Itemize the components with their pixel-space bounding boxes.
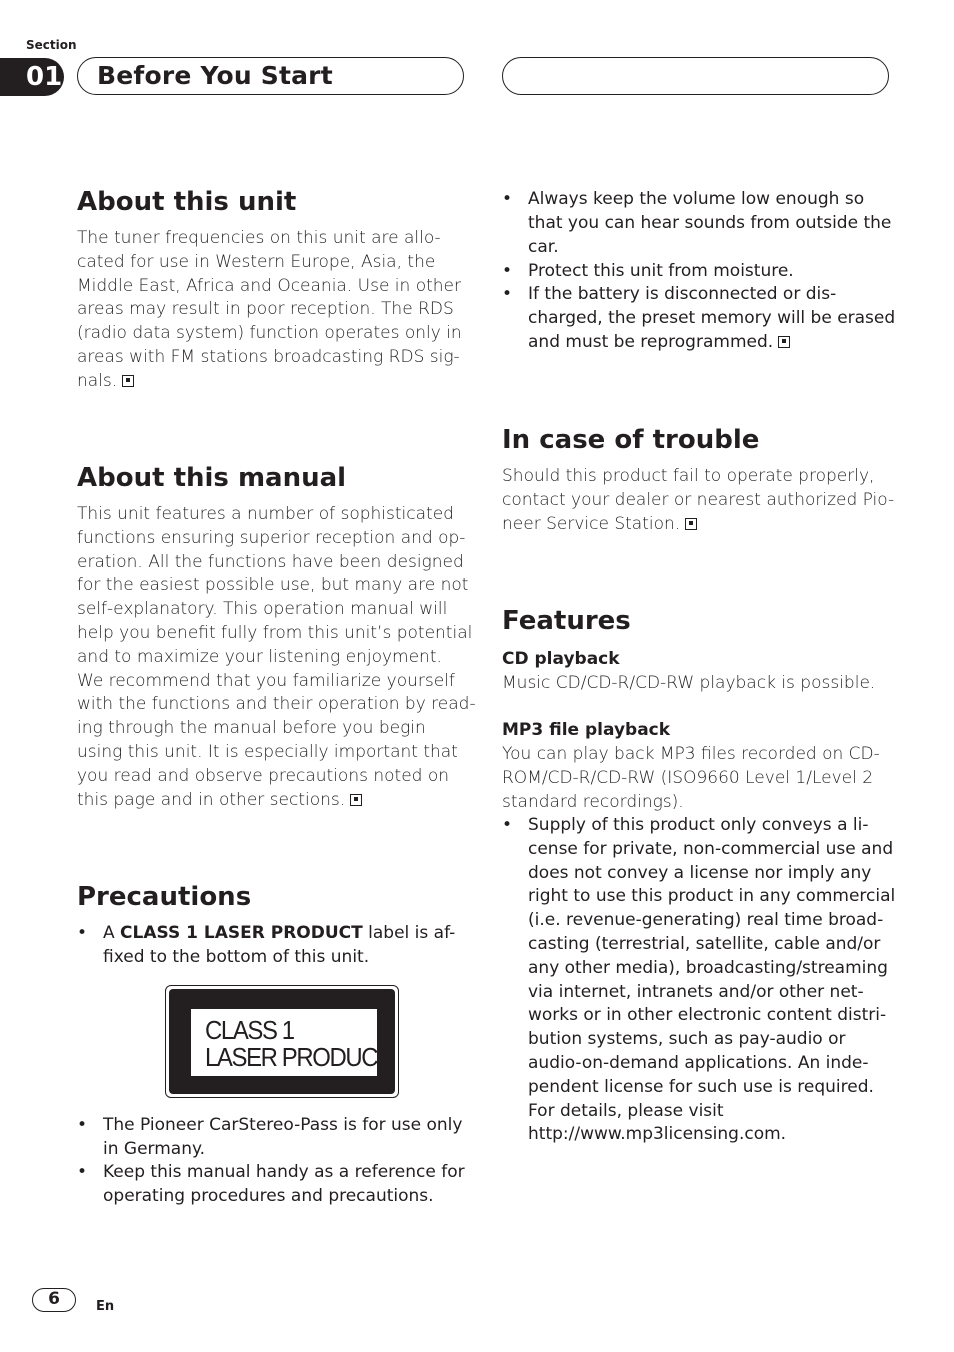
text-line: areas with FM stations broadcasting RDS sig-: [77, 346, 460, 367]
text-line: charged, the preset memory will be erased: [528, 307, 896, 328]
text-line: car.: [528, 236, 559, 257]
laser-label-text: [205, 1017, 390, 1071]
text-line: audio-on-demand applications. An inde-: [528, 1052, 869, 1073]
text-line: Always keep the volume low enough so: [528, 189, 865, 209]
text-line: cated for use in Western Europe, Asia, the: [77, 251, 436, 272]
text-line: bution systems, such as pay-audio or: [528, 1029, 846, 1050]
bullet-text: [103, 922, 455, 970]
text-line: [77, 370, 462, 394]
text-line: You can play back MP3 files recorded on CD-: [502, 744, 880, 764]
about-unit-text: [77, 227, 462, 394]
trouble-text: [502, 465, 894, 536]
text-segment: A: [103, 923, 121, 943]
bullet-dot: •: [502, 284, 513, 304]
bullet-dot: •: [77, 1115, 88, 1135]
text-line: [77, 789, 476, 813]
about-manual-heading: About this manual: [77, 463, 347, 493]
about-manual-text: [77, 503, 476, 812]
mp3licensing-link: http://www.mp3licensing.com.: [528, 1124, 787, 1145]
text-line: any other media), broadcasting/streaming: [528, 957, 888, 978]
cd-playback-heading: CD playback: [502, 649, 620, 669]
text-line: [103, 922, 455, 946]
section-title: Before You Start: [97, 61, 333, 90]
laser-label-line: CLASS 1: [205, 1015, 294, 1045]
end-mark-icon: [778, 336, 790, 348]
text-line: contact your dealer or nearest authorized Pio-: [502, 489, 895, 510]
mp3-playback-heading: MP3 file playback: [502, 720, 671, 740]
text-line: standard recordings).: [502, 791, 684, 812]
header-empty-box: [502, 57, 889, 95]
text-line: Supply of this product only conveys a li-: [528, 815, 869, 835]
text-line: help you benefit fully from this unit’s potential: [77, 622, 473, 643]
bullet-text: [528, 814, 895, 1147]
text-line: and to maximize your listening enjoyment.: [77, 646, 442, 667]
bullet-dot: •: [77, 1162, 88, 1182]
bullet-dot: •: [502, 189, 513, 209]
laser-label-border: [169, 989, 395, 1094]
laser-product-bold: CLASS 1 LASER PRODUCT: [120, 923, 363, 943]
text-line-content: and must be reprogrammed.: [528, 331, 774, 352]
page-number: 6: [32, 1288, 76, 1312]
text-line-content: this page and in other sections.: [77, 789, 346, 810]
text-line: right to use this product in any commercial: [528, 886, 896, 907]
text-line: casting (terrestrial, satellite, cable and/or: [528, 933, 881, 954]
text-line-content: neer Service Station.: [502, 513, 681, 534]
mp3-playback-text: [502, 743, 880, 814]
text-line: ing through the manual before you begin: [77, 718, 426, 739]
text-line: [502, 513, 894, 537]
bullet-text: [103, 1114, 462, 1162]
text-line: self-explanatory. This operation manual will: [77, 599, 448, 620]
end-mark-icon: [685, 518, 697, 530]
end-mark-icon: [122, 375, 134, 387]
text-segment: label is af-: [362, 923, 456, 943]
text-line: does not convey a license nor imply any: [528, 862, 872, 883]
text-line: with the functions and their operation by read-: [77, 694, 476, 715]
text-line: Music CD/CD-R/CD-RW playback is possible.: [502, 673, 876, 693]
text-line: works or in other electronic content distri-: [528, 1005, 887, 1026]
text-line: functions ensuring superior reception and op-: [77, 527, 466, 548]
precautions-heading: Precautions: [77, 882, 252, 912]
about-unit-heading: About this unit: [77, 187, 297, 217]
text-line: The tuner frequencies on this unit are allo-: [77, 228, 441, 248]
text-line: ROM/CD-R/CD-RW (ISO9660 Level 1/Level 2: [502, 767, 874, 788]
text-line: for the easiest possible use, but many are not: [77, 575, 469, 596]
language-code: En: [96, 1299, 115, 1314]
laser-product-label: [165, 985, 399, 1098]
features-heading: Features: [502, 606, 631, 636]
text-line: This unit features a number of sophisticated: [77, 504, 454, 524]
text-line: Should this product fail to operate properly,: [502, 466, 875, 486]
text-line: (i.e. revenue-generating) real time broad-: [528, 910, 884, 931]
text-line: For details, please visit: [528, 1100, 724, 1121]
laser-label-line: LASER PRODUCT: [205, 1042, 391, 1072]
section-label: Section: [26, 38, 77, 52]
cd-playback-text: [502, 672, 875, 696]
bullet-dot: •: [502, 261, 513, 281]
text-line: operating procedures and precautions.: [103, 1185, 434, 1206]
text-line-content: nals.: [77, 370, 118, 391]
text-line: that you can hear sounds from outside the: [528, 212, 892, 233]
trouble-heading: In case of trouble: [502, 425, 760, 455]
section-title-box: [77, 57, 464, 95]
text-line: Keep this manual handy as a reference for: [103, 1162, 465, 1182]
end-mark-icon: [350, 794, 362, 806]
bullet-dot: •: [77, 923, 88, 943]
text-line: via internet, intranets and/or other net-: [528, 981, 864, 1002]
text-line: eration. All the functions have been designed: [77, 551, 464, 572]
text-line: you read and observe precautions noted on: [77, 765, 450, 786]
text-line: pendent license for such use is required.: [528, 1076, 874, 1097]
text-line: Middle East, Africa and Oceania. Use in other: [77, 275, 462, 296]
bullet-text: [528, 283, 895, 354]
text-line: The Pioneer CarStereo-Pass is for use only: [103, 1115, 463, 1135]
text-line: (radio data system) function operates only in: [77, 323, 462, 344]
text-line: If the battery is disconnected or dis-: [528, 284, 837, 304]
text-line: [528, 331, 895, 355]
bullet-text: [528, 188, 891, 259]
section-number-badge: 01: [0, 58, 64, 96]
bullet-dot: •: [502, 815, 513, 835]
text-line: fixed to the bottom of this unit.: [103, 946, 370, 967]
bullet-text: [528, 260, 794, 284]
text-line: using this unit. It is especially important that: [77, 741, 458, 762]
text-line: cense for private, non-commercial use and: [528, 838, 894, 859]
text-line: We recommend that you familiarize yourself: [77, 670, 455, 691]
laser-label-panel: [191, 1009, 391, 1076]
text-line: Protect this unit from moisture.: [528, 261, 794, 281]
bullet-text: [103, 1161, 465, 1209]
text-line: in Germany.: [103, 1138, 206, 1159]
text-line: areas may result in poor reception. The RDS: [77, 299, 454, 320]
